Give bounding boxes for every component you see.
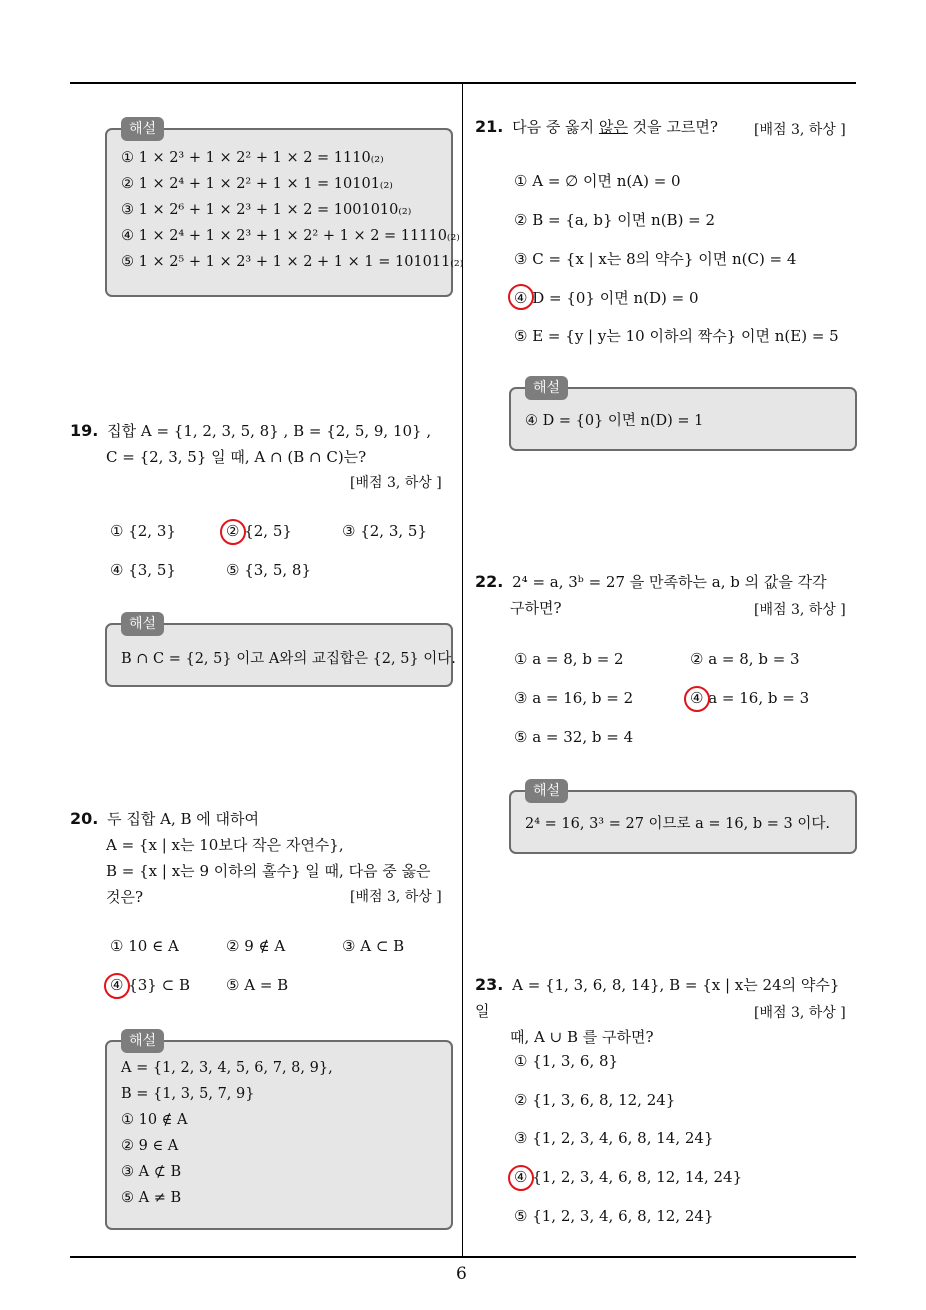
option-3[interactable]: ③ {2, 3, 5} bbox=[342, 522, 428, 540]
question-text: 두 집합 A, B 에 대하여 bbox=[107, 810, 260, 828]
q18-solution-box bbox=[105, 121, 464, 297]
option-4[interactable]: ④ {3, 5} bbox=[110, 561, 176, 579]
points-label: [배점 3, 하상 ] bbox=[754, 602, 846, 618]
question-text: 때, A ∪ B 를 구하면? bbox=[510, 1028, 654, 1046]
option-2[interactable]: ② a = 8, b = 3 bbox=[690, 650, 800, 668]
solution-line: 2⁴ = 16, 3³ = 27 이므로 a = 16, b = 3 이다. bbox=[525, 816, 830, 832]
question-text: A = {x | x는 10보다 작은 자연수}, bbox=[106, 836, 344, 854]
option-3[interactable]: ③ A ⊂ B bbox=[342, 937, 405, 955]
solution-line: ③ 1 × 2⁶ + 1 × 2³ + 1 × 2 = 1001010₍₂₎ bbox=[121, 202, 412, 218]
question-19 bbox=[70, 418, 455, 470]
bottom-rule bbox=[70, 1256, 856, 1258]
solution-line: ② 9 ∈ A bbox=[121, 1138, 179, 1154]
option-2[interactable]: ② {1, 3, 6, 8, 12, 24} bbox=[514, 1091, 676, 1109]
question-text: 구하면? bbox=[510, 599, 562, 617]
question-text: B = {x | x는 9 이하의 홀수} 일 때, 다음 중 옳은 bbox=[106, 862, 431, 880]
page-number: 6 bbox=[456, 1264, 467, 1284]
option-5[interactable]: ⑤ E = {y | y는 10 이하의 짝수} 이면 n(E) = 5 bbox=[514, 327, 839, 345]
question-number: 20. bbox=[70, 809, 99, 828]
answer-circle bbox=[508, 284, 534, 310]
points-label: [배점 3, 하상 ] bbox=[754, 122, 846, 138]
option-1[interactable]: ① A = ∅ 이면 n(A) = 0 bbox=[514, 172, 681, 190]
solution-line: A = {1, 2, 3, 4, 5, 6, 7, 8, 9}, bbox=[121, 1060, 333, 1076]
solution-tag: 해설 bbox=[121, 117, 164, 141]
q22-solution-box bbox=[509, 783, 857, 854]
solution-line: ① 1 × 2³ + 1 × 2² + 1 × 2 = 1110₍₂₎ bbox=[121, 150, 384, 166]
option-2[interactable]: ② B = {a, b} 이면 n(B) = 2 bbox=[514, 211, 716, 229]
solution-tag: 해설 bbox=[121, 612, 164, 636]
solution-tag: 해설 bbox=[525, 376, 568, 400]
question-number: 21. bbox=[475, 117, 504, 136]
option-5[interactable]: ⑤ A = B bbox=[226, 976, 289, 994]
top-rule bbox=[70, 82, 856, 84]
option-1[interactable]: ① {2, 3} bbox=[110, 522, 176, 540]
question-text: C = {2, 3, 5} 일 때, A ∩ (B ∩ C)는? bbox=[106, 448, 367, 466]
question-text: 것을 고르면? bbox=[627, 118, 718, 136]
solution-tag: 해설 bbox=[525, 779, 568, 803]
solution-line: ① 10 ∉ A bbox=[121, 1112, 188, 1128]
question-text: A = {1, 3, 6, 8, 14}, B = {x | x는 24의 약수} 일 bbox=[475, 976, 840, 1020]
option-3[interactable]: ③ a = 16, b = 2 bbox=[514, 689, 634, 707]
option-4[interactable]: ④ D = {0} 이면 n(D) = 0 bbox=[514, 289, 699, 307]
question-number: 19. bbox=[70, 421, 99, 440]
answer-circle bbox=[220, 519, 246, 545]
option-1[interactable]: ① a = 8, b = 2 bbox=[514, 650, 624, 668]
question-text-underlined: 않은 bbox=[598, 118, 628, 136]
option-4[interactable]: ④ {3} ⊂ B bbox=[110, 976, 190, 994]
solution-line: ⑤ 1 × 2⁵ + 1 × 2³ + 1 × 2 + 1 × 1 = 101011₍₂₎ bbox=[121, 254, 464, 270]
points-label: [배점 3, 하상 ] bbox=[350, 889, 442, 905]
q19-solution-box bbox=[105, 616, 456, 687]
question-number: 23. bbox=[475, 975, 504, 994]
option-4[interactable]: ④ {1, 2, 3, 4, 6, 8, 12, 14, 24} bbox=[514, 1168, 743, 1186]
solution-line: ④ 1 × 2⁴ + 1 × 2³ + 1 × 2² + 1 × 2 = 11110₍₂₎ bbox=[121, 228, 460, 244]
option-3[interactable]: ③ C = {x | x는 8의 약수} 이면 n(C) = 4 bbox=[514, 250, 797, 268]
solution-line: B = {1, 3, 5, 7, 9} bbox=[121, 1086, 255, 1102]
option-5[interactable]: ⑤ {3, 5, 8} bbox=[226, 561, 312, 579]
question-text: 다음 중 옳지 bbox=[512, 118, 599, 136]
answer-circle bbox=[104, 973, 130, 999]
option-5[interactable]: ⑤ {1, 2, 3, 4, 6, 8, 12, 24} bbox=[514, 1207, 714, 1225]
option-1[interactable]: ① {1, 3, 6, 8} bbox=[514, 1052, 619, 1070]
question-number: 22. bbox=[475, 572, 504, 591]
answer-circle bbox=[684, 686, 710, 712]
option-2[interactable]: ② 9 ∉ A bbox=[226, 937, 286, 955]
option-1[interactable]: ① 10 ∈ A bbox=[110, 937, 179, 955]
answer-circle bbox=[508, 1165, 534, 1191]
option-2[interactable]: ② {2, 5} bbox=[226, 522, 292, 540]
solution-line: B ∩ C = {2, 5} 이고 A와의 교집합은 {2, 5} 이다. bbox=[121, 651, 456, 667]
solution-tag: 해설 bbox=[121, 1029, 164, 1053]
points-label: [배점 3, 하상 ] bbox=[350, 475, 442, 491]
solution-line: ③ A ⊄ B bbox=[121, 1164, 182, 1180]
option-5[interactable]: ⑤ a = 32, b = 4 bbox=[514, 728, 634, 746]
solution-line: ⑤ A ≠ B bbox=[121, 1190, 182, 1206]
solution-line: ② 1 × 2⁴ + 1 × 2² + 1 × 1 = 10101₍₂₎ bbox=[121, 176, 393, 192]
question-text: 집합 A = {1, 2, 3, 5, 8} , B = {2, 5, 9, 10} , bbox=[107, 422, 432, 440]
option-4[interactable]: ④ a = 16, b = 3 bbox=[690, 689, 810, 707]
q21-solution-box bbox=[509, 380, 857, 451]
option-3[interactable]: ③ {1, 2, 3, 4, 6, 8, 14, 24} bbox=[514, 1129, 714, 1147]
solution-line: ④ D = {0} 이면 n(D) = 1 bbox=[525, 413, 704, 429]
question-text: 것은? bbox=[106, 888, 144, 906]
points-label: [배점 3, 하상 ] bbox=[754, 1005, 846, 1021]
q20-solution-box bbox=[105, 1033, 453, 1230]
question-text: 2⁴ = a, 3ᵇ = 27 을 만족하는 a, b 의 값을 각각 bbox=[512, 573, 827, 591]
